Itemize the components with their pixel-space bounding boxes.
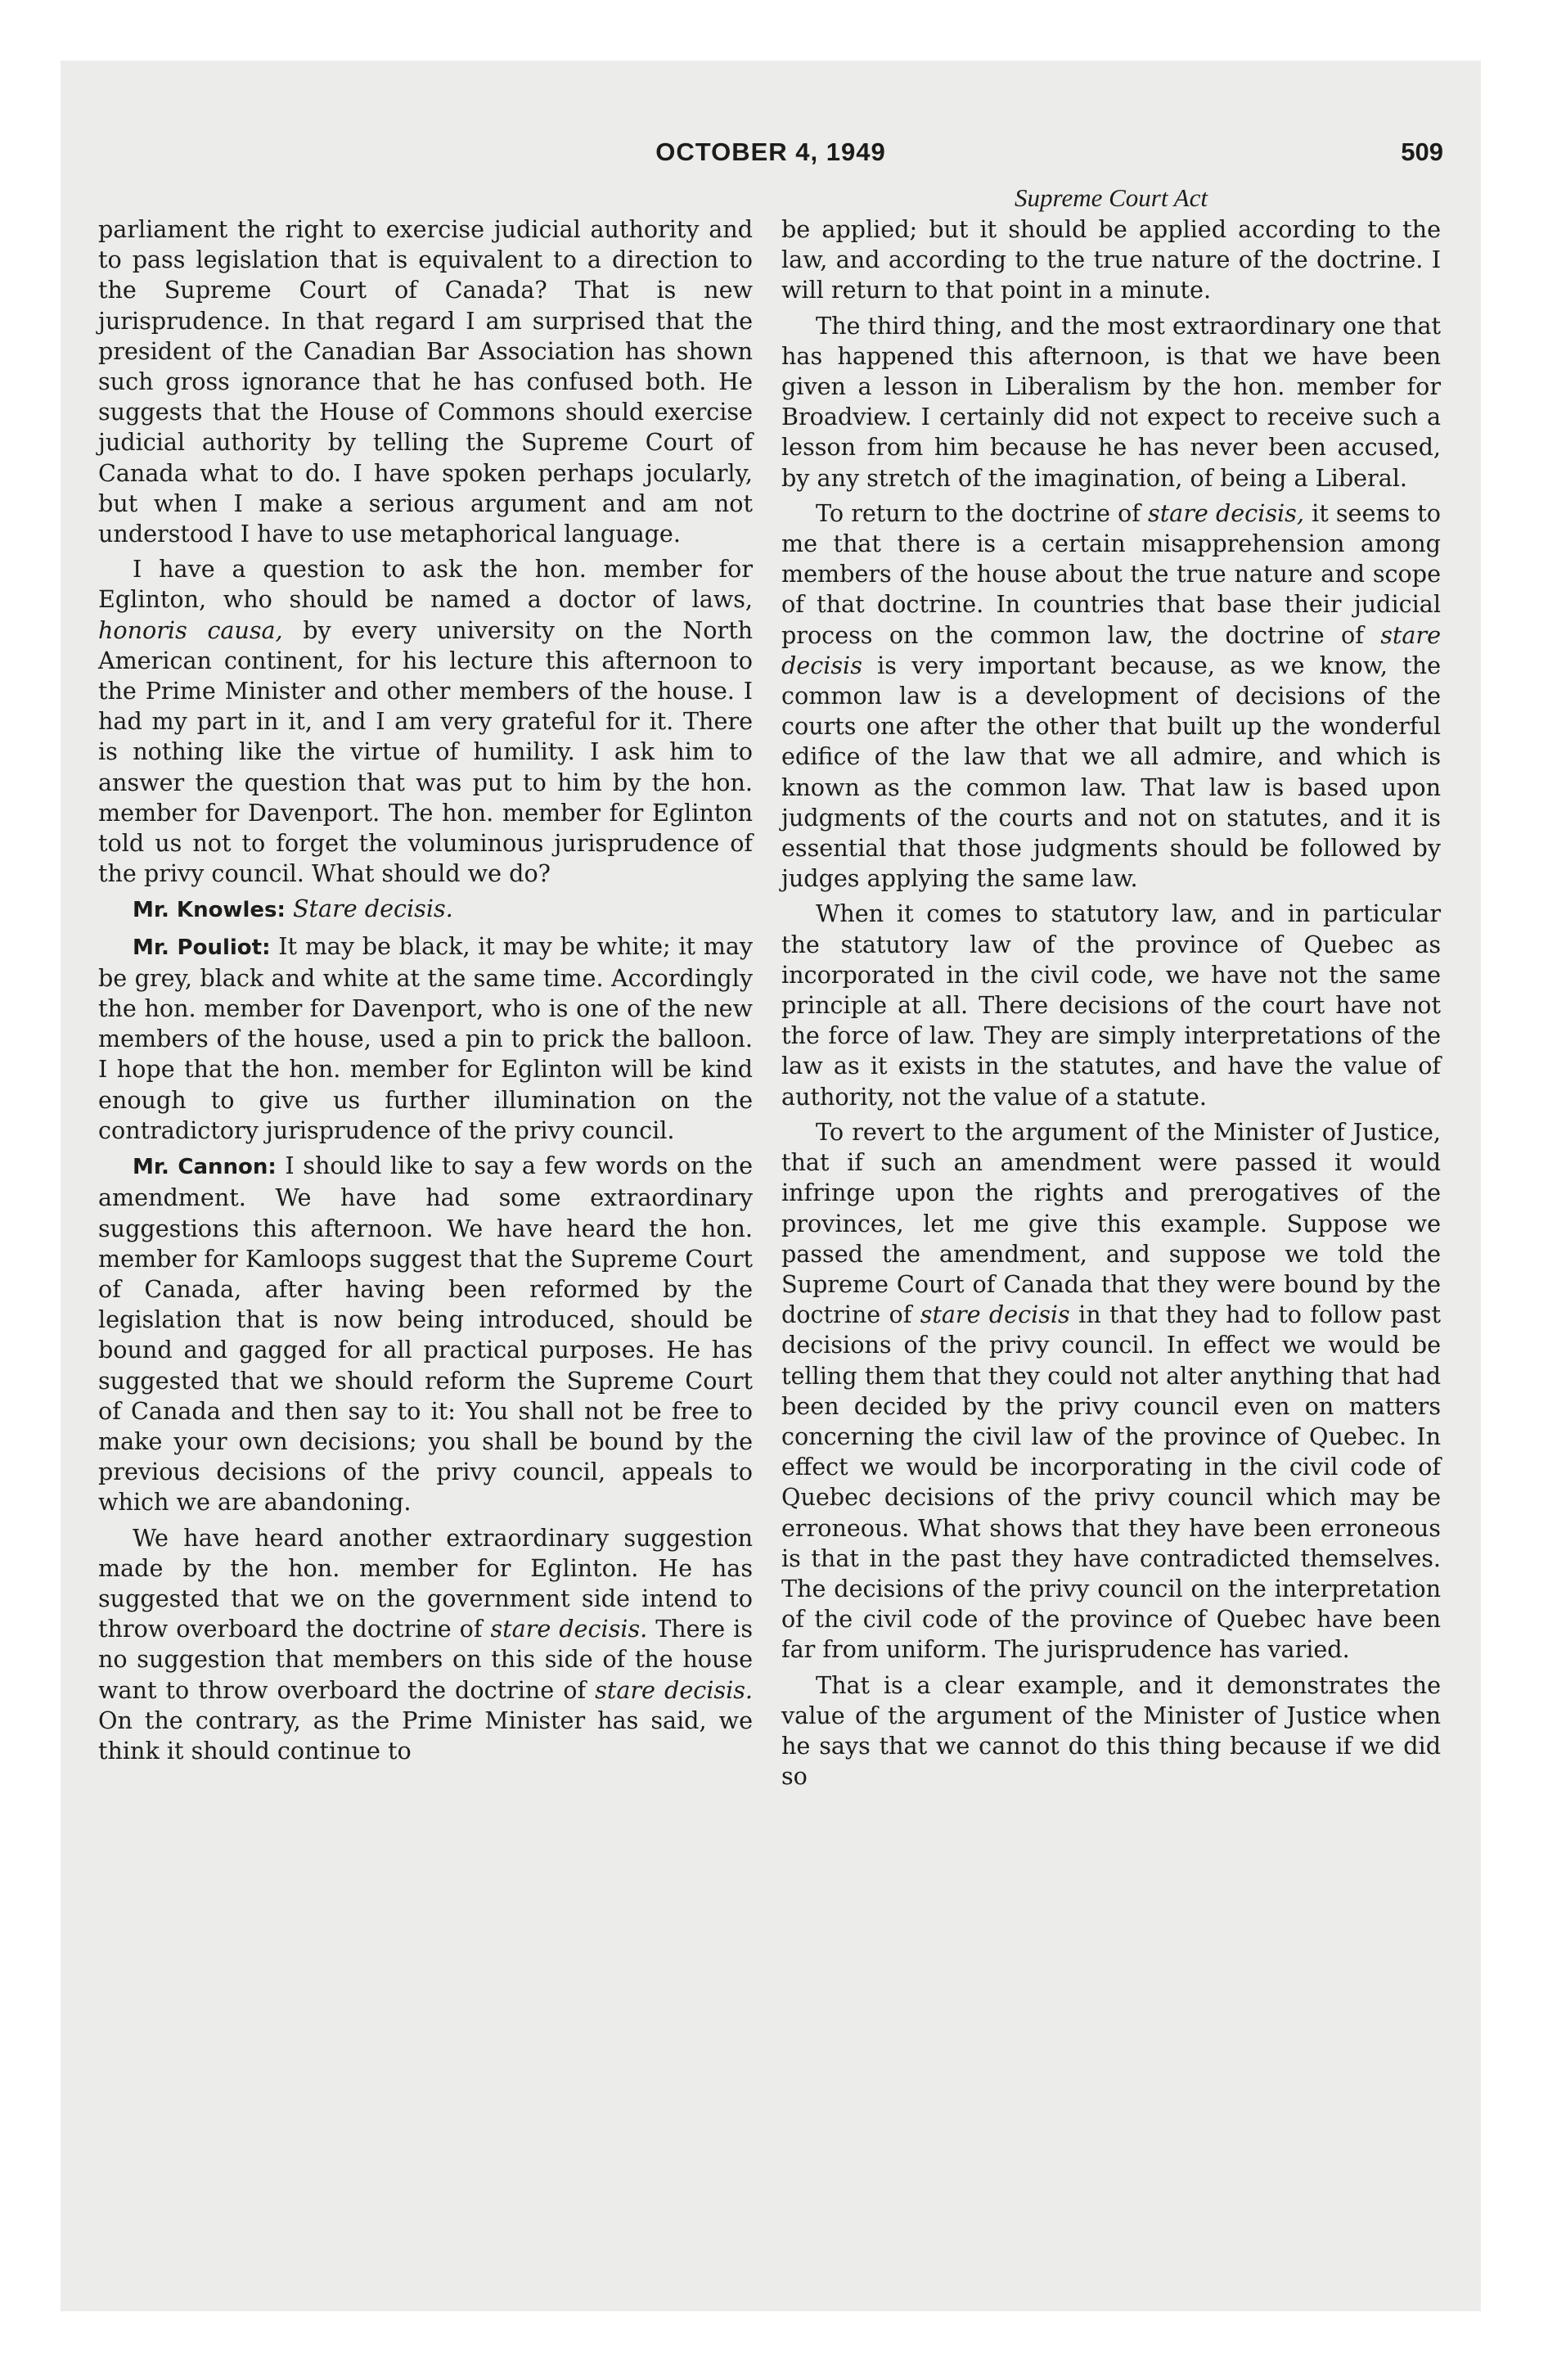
- italic-run: stare decisis: [781, 620, 1441, 679]
- speaker-name: Mr. Cannon:: [133, 1155, 277, 1180]
- text-run: To revert to the argument of the Minister of Justice, that if such an amendment were passed it would infringe upon the rights and prerogatives of the provinces, let me give this example. Suppose we passed the amendment, and suppose we told the Supreme Court of Canada that they were bound by the doctrine of: [781, 1117, 1441, 1329]
- text-run: in that they had to follow past decisions of the privy council. In effect we would be telling them that they could not alter anything that had been decided by the privy council even on matters concerning the civil law of the province of Quebec. In effect we would be incorporating in the civil code of Quebec decisions of the privy council which may be erroneous. What shows that they have been erroneous is that in the past they have contradicted themselves. The decisions of the privy council on the interpretation of the civil code of the province of Quebec have been far from uniform. The jurisprudence has varied.: [781, 1300, 1441, 1664]
- header-date: OCTOBER 4, 1949: [655, 137, 886, 166]
- speech-knowles: [98, 894, 753, 926]
- paragraph: [98, 1523, 753, 1767]
- italic-run: stare decisis.: [595, 1675, 753, 1704]
- italic-run: Stare decisis.: [292, 895, 453, 923]
- text-run: On the contrary, as the Prime Minister has said, we think it should continue to: [98, 1706, 753, 1765]
- speech-text: I should like to say a few words on the amendment. We have had some extraordinary suggestions this afternoon. We have heard the hon. member for Kamloops suggest that the Supreme Court of Canada, after having been reformed by the legislation that is now being introduced, should be bound and gagged for all practical purposes. He has suggested that we should reform the Supreme Court of Canada and then say to it: You shall not be free to make your own decisions; you shall be bound by the previous decisions of the privy council, appeals to which we are abandoning.: [98, 1152, 753, 1517]
- text-run: it seems to me that there is a certain misapprehension among members of the house about the true nature and scope of that doctrine. In countries that base their judicial process on the common law, the doctrine of: [781, 498, 1442, 649]
- paragraph: That is a clear example, and it demonstrates the value of the argument of the Minister of Justice when he says that we cannot do this thing because if we did so: [781, 1670, 1441, 1791]
- paragraph: be applied; but it should be applied according to the law, and according to the true nature of the doctrine. I will return to that point in a minute.: [781, 215, 1441, 304]
- speaker-name: Mr. Knowles:: [133, 898, 286, 923]
- text-run: is very important because, as we know, the common law is a development of decisions of the courts one after the other that built up the wonderful edifice of the law that we all admire, and which is known as the common law. That law is based upon judgments of the courts and not on statutes, and it is essential that those judgments should be followed by judges applying the same law.: [781, 651, 1441, 893]
- paragraph: [98, 554, 753, 889]
- speaker-name: Mr. Pouliot:: [133, 935, 271, 960]
- text-run: by every university on the North American continent, for his lecture this afternoon to the Prime Minister and other members of the house. I had my part in it, and I am very grateful for it. There is nothing like the virtue of humility. I ask him to answer the question that was put to him by the hon. member for Davenport. The hon. member for Eglinton told us not to forget the voluminous jurisprudence of the privy council. What should we do?: [98, 615, 753, 888]
- italic-run: stare decisis: [920, 1300, 1070, 1329]
- paragraph: [781, 498, 1441, 895]
- text-run: To return to the doctrine of: [816, 498, 1149, 527]
- paragraph: [781, 1117, 1441, 1666]
- italic-run: stare decisis.: [490, 1615, 648, 1643]
- speech-text: It may be black, it may be white; it may be grey, black and white at the same time. Accordingly the hon. member for Davenport, who is one of the new members of the house, used a pin to prick the balloon. I hope that the hon. member for Eglinton will be kind enough to give us further illumination on the contradictory jurisprudence of the privy council.: [98, 931, 754, 1144]
- text-run: We have heard another extraordinary suggestion made by the hon. member for Eglinton. He has suggested that we on the government side intend to throw overboard the doctrine of: [98, 1523, 753, 1643]
- paragraph: When it comes to statutory law, and in particular the statutory law of the province of Quebec as incorporated in the civil code, we have not the same principle at all. There decisions of the court have not the force of law. They are simply interpretations of the law as it exists in the statutes, and have the value of authority, not the value of a statute.: [781, 899, 1441, 1111]
- right-column: [781, 182, 1441, 1796]
- running-head: Supreme Court Act: [1015, 183, 1208, 212]
- left-column: [98, 214, 753, 1771]
- page-number: 509: [1401, 137, 1443, 166]
- paragraph: parliament the right to exercise judicial authority and to pass legislation that is equivalent to a direction to the Supreme Court of Canada? That is new jurisprudence. In that regard I am surprised that the president of the Canadian Bar Association has shown such gross ignorance that he has confused both. He suggests that the House of Commons should exercise judicial authority by telling the Supreme Court of Canada what to do. I have spoken perhaps jocularly, but when I make a serious argument and am not understood I have to use metaphorical language.: [98, 215, 753, 548]
- speech-pouliot: [98, 931, 753, 1146]
- page-header: [98, 137, 1443, 174]
- text-run: There is no suggestion that members on this side of the house want to throw overboard the doctrine of: [98, 1615, 753, 1704]
- text-run: I have a question to ask the hon. member for Eglinton, who should be named a doctor of laws,: [98, 555, 753, 614]
- paragraph: The third thing, and the most extraordinary one that has happened this afternoon, is that we have been given a lesson in Liberalism by the hon. member for Broadview. I certainly did not expect to receive such a lesson from him because he has never been accused, by any stretch of the imagination, of being a Liberal.: [781, 311, 1441, 492]
- speech-cannon: [98, 1151, 753, 1517]
- italic-run: honoris causa,: [98, 615, 283, 644]
- italic-run: stare decisis,: [1148, 498, 1304, 527]
